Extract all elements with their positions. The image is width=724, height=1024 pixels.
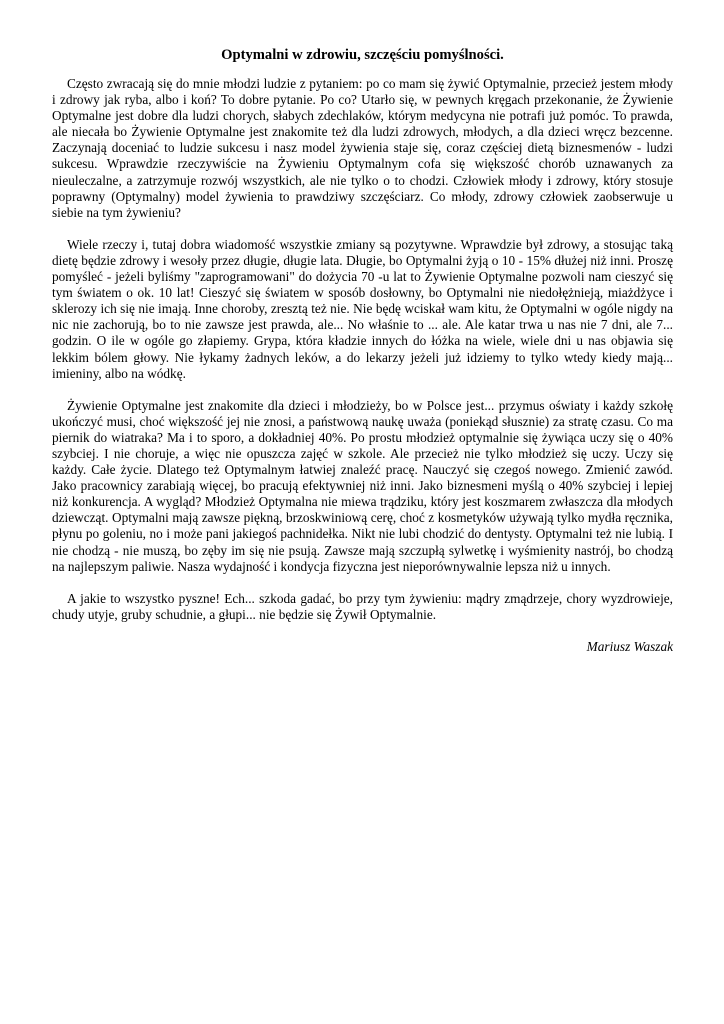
paragraph-3: Żywienie Optymalne jest znakomite dla dzieci i młodzieży, bo w Polsce jest... przymus oświaty i każdy szkołę ukończyć musi, choć większość jej nie znosi, a państwową naukę uważa (poniekąd słusznie) za stratę czasu. Co ma piernik do wiatraka? Ma i to sporo, a dokładniej 40%. Po prostu młodzież optymalnie się żywiąca uczy się o 40% szybciej. I nie choruje, a więc nie opuszcza zajęć w szkole. Ale przecież nie tylko młodzież się uczy. Uczy się każdy. Całe życie. Dlatego też Optymalnym łatwiej znaleźć pracę. Nauczyć się czegoś nowego. Zmienić zawód. Jako pracownicy zarabiają więcej, bo pracują efektywniej niż inni. Jako biznesmeni myślą o 40% szybciej i lepiej niż konkurencja. A wygląd? Młodzież Optymalna nie miewa trądziku, który jest koszmarem zwłaszcza dla młodych dziewcząt. Optymalni mają zawsze piękną, brzoskwiniową cerę, choć z kosmetyków używają tylko mydła ręcznika, płynu po goleniu, no i może pani jakiegoś pachnidełka. Nikt nie lubi chodzić do dentysty. Optymalni też nie lubią. I nie chodzą - nie muszą, bo zęby im się nie psują. Zawsze mają szczupłą sylwetkę i wyśmienity nastrój, bo chodzą na najlepszym paliwie. Nasza wydajność i kondycja fizyczna jest nieporównywalnie lepsza niż u innych. bbox=[52, 397, 673, 574]
author-signature: Mariusz Waszak bbox=[586, 638, 673, 654]
paragraph-1: Często zwracają się do mnie młodzi ludzie z pytaniem: po co mam się żywić Optymalnie, przecież jestem młody i zdrowy jak ryba, albo i koń? To dobre pytanie. Po co? Utarło się, w pewnych kręgach przekonanie, że Żywienie Optymalne jest dobre dla ludzi chorych, słabych zdechlaków, którym medycyna nie potrafi już pomóc. To prawda, ale niecała bo Żywienie Optymalne jest znakomite też dla ludzi zdrowych, młodych, a dla dzieci wręcz bezcenne. Zaczynają doceniać to ludzie sukcesu i nasz model żywienia staje się, coraz częściej dietą biznesmenów - ludzi sukcesu. Wprawdzie rzeczywiście na Żywieniu Optymalnym cofa się większość chorób uznawanych za nieuleczalne, a zatrzymuje rozwój wszystkich, ale nie tylko o to chodzi. Człowiek młody i zdrowy, który stosuje poprawny (Optymalny) model żywienia to prawdziwy szczęściarz. Co młody, zdrowy człowiek zaobserwuje u siebie na tym żywieniu? bbox=[52, 76, 673, 220]
paragraph-4: A jakie to wszystko pyszne! Ech... szkoda gadać, bo przy tym żywieniu: mądry zmądrzeje, chory wyzdrowieje, chudy utyje, gruby schudnie, a głupi... nie będzie się Żywił Optymalnie. bbox=[52, 590, 673, 622]
document-page bbox=[52, 46, 673, 655]
paragraph-2: Wiele rzeczy i, tutaj dobra wiadomość wszystkie zmiany są pozytywne. Wprawdzie był zdrowy, a stosując taką dietę będzie zdrowy i wesoły przez długie, długie lata. Długie, bo Optymalni żyją o 10 - 15% dłużej niż inni. Proszę pomyśleć - jeżeli byliśmy "zaprogramowani" do dożycia 70 -u lat to Żywienie Optymalne pozwoli nam cieszyć się tym światem o ok. 10 lat! Cieszyć się światem w sposób dosłowny, bo Optymalni nie niedołężnieją, miażdżyce i sklerozy ich się nie imają. Inne choroby, zresztą też nie. Nie będę wciskał wam kitu, że Optymalni w ogóle nigdy na nic nie zachorują, bo to nie zawsze jest prawda, ale... No właśnie to ... ale. Ale katar trwa u nas nie 7 dni, ale 7... godzin. O ile w ogóle go złapiemy. Grypa, która kładzie innych do łóżka na wiele, wiele dni u nas objawia się lekkim bólem głowy. Nie łykamy żadnych leków, a do lekarzy jeżeli już idziemy to tylko wtedy kiedy mają... imieniny, albo na wódkę. bbox=[52, 236, 673, 381]
document-title: Optymalni w zdrowiu, szczęściu pomyślności. bbox=[221, 47, 504, 63]
